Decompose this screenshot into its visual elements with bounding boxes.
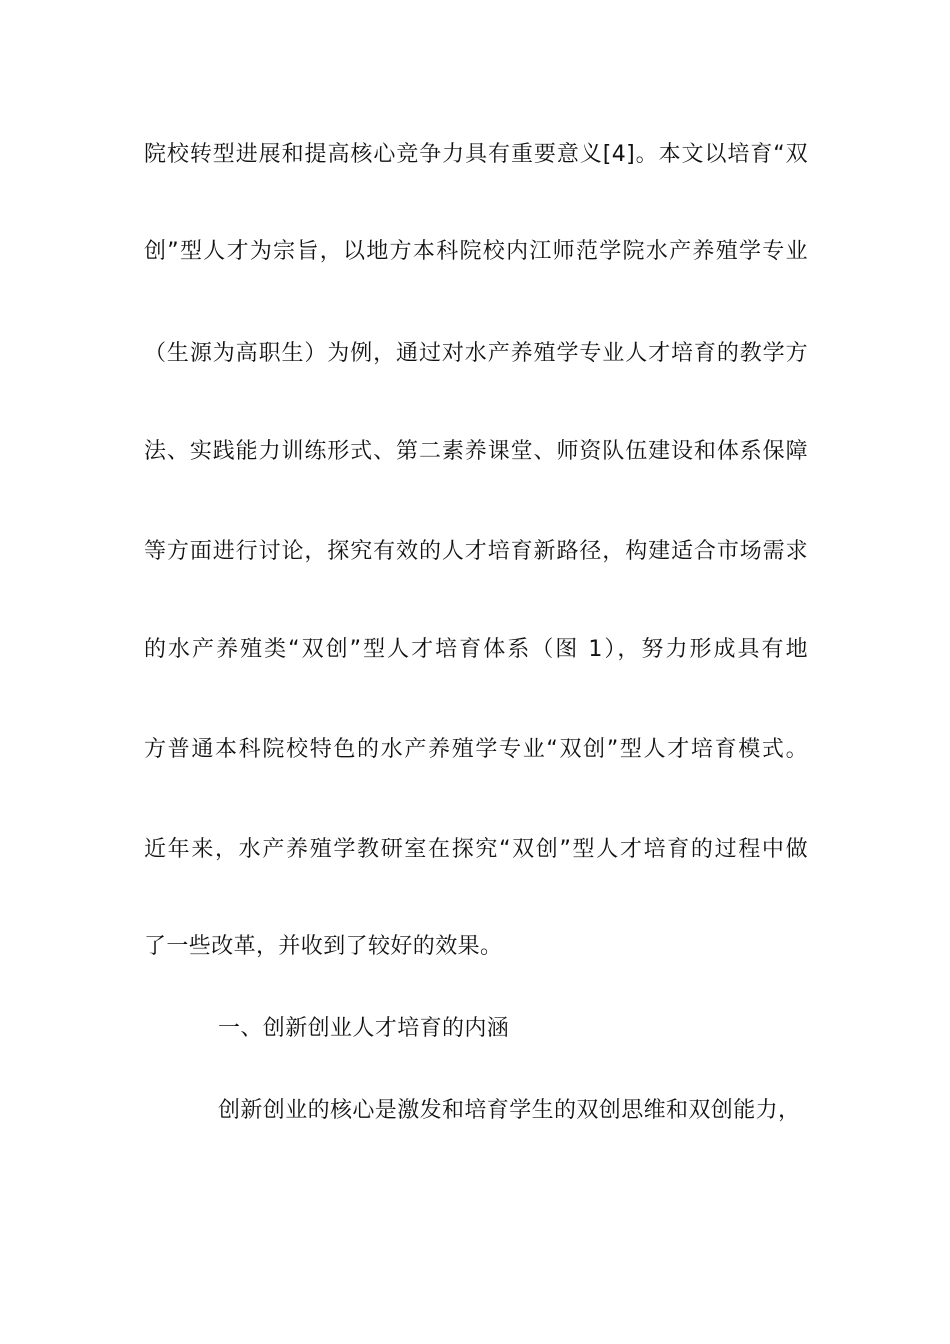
paragraph-line: 创”型人才为宗旨，以地方本科院校内江师范学院水产养殖学专业 bbox=[144, 239, 808, 264]
section-paragraph-line: 创新创业的核心是激发和培育学生的双创思维和双创能力， bbox=[218, 1098, 801, 1123]
section-heading: 一、创新创业人才培育的内涵 bbox=[218, 1016, 510, 1041]
paragraph-line: 近年来，水产养殖学教研室在探究“双创”型人才培育的过程中做 bbox=[144, 837, 808, 862]
paragraph-line: 方普通本科院校特色的水产养殖学专业“双创”型人才培育模式。 bbox=[144, 737, 808, 762]
paragraph-line: 等方面进行讨论，探究有效的人才培育新路径，构建适合市场需求 bbox=[144, 539, 808, 564]
paragraph-line: 了一些改革，并收到了较好的效果。 bbox=[144, 934, 503, 959]
paragraph-line: 院校转型进展和提高核心竞争力具有重要意义[4]。本文以培育“双 bbox=[144, 142, 808, 167]
paragraph-line: （生源为高职生）为例，通过对水产养殖学专业人才培育的教学方 bbox=[144, 341, 808, 366]
paragraph-line: 法、实践能力训练形式、第二素养课堂、师资队伍建设和体系保障 bbox=[144, 439, 808, 464]
paragraph-line: 的水产养殖类“双创”型人才培育体系（图 1），努力形成具有地 bbox=[144, 637, 808, 662]
